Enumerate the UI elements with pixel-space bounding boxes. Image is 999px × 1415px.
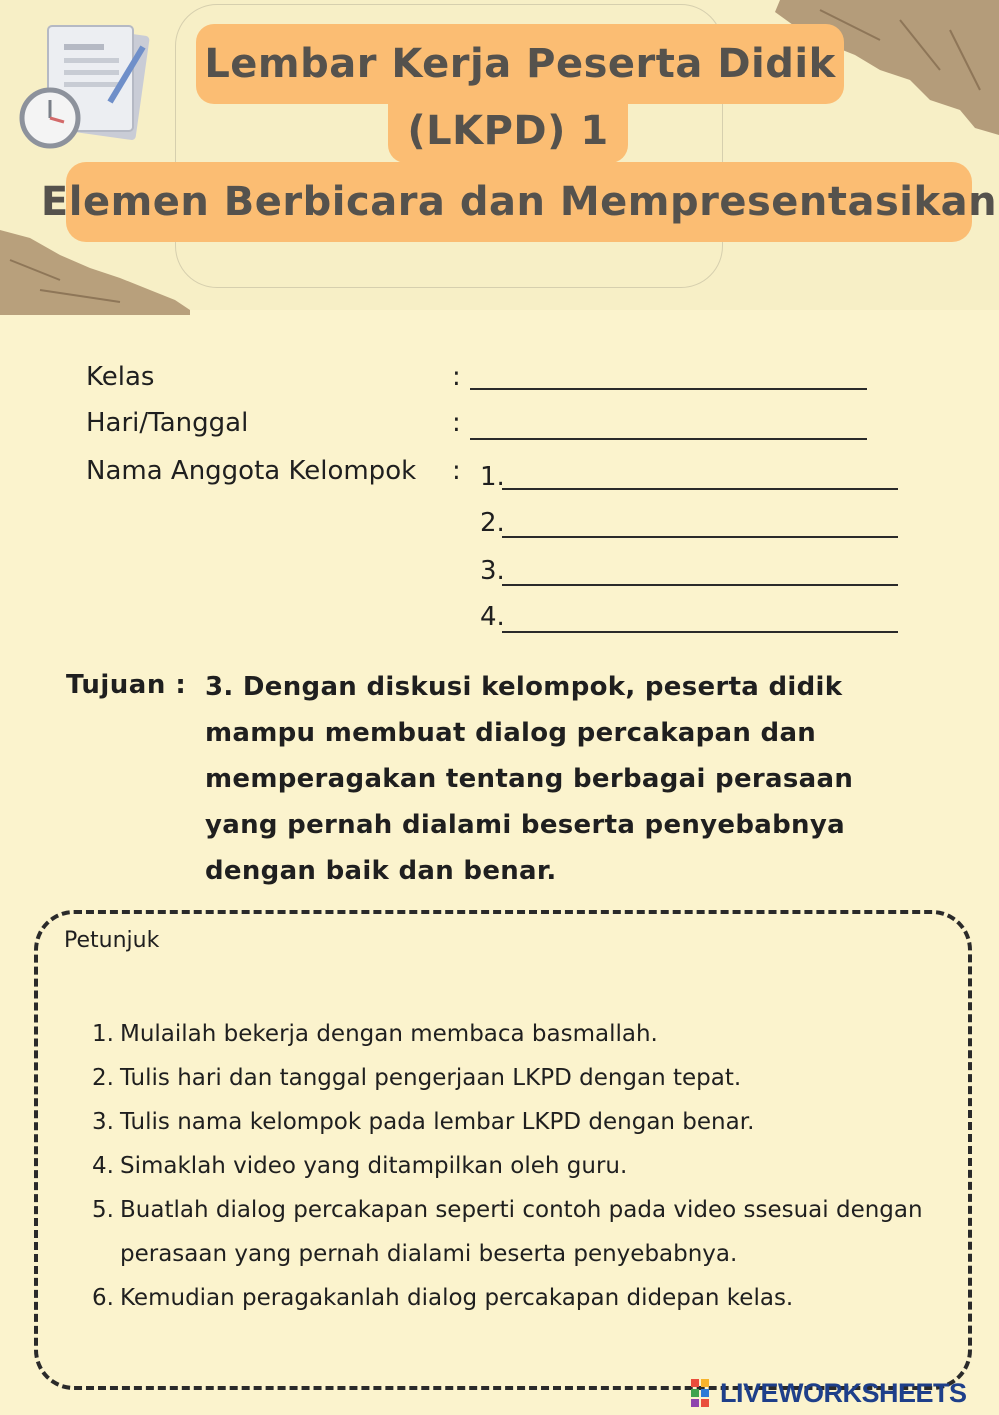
member-number: 1. bbox=[480, 462, 505, 492]
instruction-text: Buatlah dialog percakapan seperti contoh pada video ssesuai dengan perasaan yang pernah dialami beserta penyebabnya. bbox=[120, 1197, 923, 1267]
petunjuk-title: Petunjuk bbox=[64, 928, 160, 953]
hari-tanggal-label: Hari/Tanggal bbox=[86, 408, 249, 438]
instruction-item bbox=[92, 1276, 932, 1320]
instruction-text: Tulis hari dan tanggal pengerjaan LKPD dengan tepat. bbox=[120, 1065, 742, 1091]
instruction-number: 4. bbox=[92, 1153, 114, 1179]
colon: : bbox=[452, 456, 461, 486]
colon: : bbox=[452, 408, 461, 438]
instruction-text: Tulis nama kelompok pada lembar LKPD dengan benar. bbox=[120, 1109, 755, 1135]
title-line-1: Lembar Kerja Peserta Didik bbox=[196, 24, 844, 104]
title-line-3: Elemen Berbicara dan Mempresentasikan bbox=[66, 162, 972, 242]
kelas-label: Kelas bbox=[86, 362, 155, 392]
instruction-item bbox=[92, 1012, 932, 1056]
watermark-text: LIVEWORKSHEETS bbox=[720, 1377, 967, 1408]
instruction-item bbox=[92, 1144, 932, 1188]
instruction-number: 3. bbox=[92, 1109, 114, 1135]
instruction-number: 5. bbox=[92, 1197, 114, 1223]
tujuan-label: Tujuan : bbox=[66, 670, 187, 700]
member-input-line[interactable] bbox=[502, 536, 898, 538]
instruction-number: 1. bbox=[92, 1021, 114, 1047]
kelas-input-line[interactable] bbox=[470, 388, 867, 390]
member-number: 4. bbox=[480, 602, 505, 632]
instruction-text: Simaklah video yang ditampilkan oleh guru. bbox=[120, 1153, 628, 1179]
nama-anggota-label: Nama Anggota Kelompok bbox=[86, 456, 417, 486]
instruction-text: Kemudian peragakanlah dialog percakapan didepan kelas. bbox=[120, 1285, 794, 1311]
instruction-text: Mulailah bekerja dengan membaca basmallah. bbox=[120, 1021, 658, 1047]
liveworksheets-logo-icon bbox=[690, 1378, 720, 1408]
member-input-line[interactable] bbox=[502, 631, 898, 633]
title-line-2: (LKPD) 1 bbox=[388, 99, 628, 163]
member-input-line[interactable] bbox=[502, 488, 898, 490]
hari-tanggal-input-line[interactable] bbox=[470, 438, 867, 440]
tujuan-text: 3. Dengan diskusi kelompok, peserta didik mampu membuat dialog percakapan dan memperagakan tentang berbagai perasaan yang pernah dialami beserta penyebabnya dengan baik dan benar. bbox=[205, 672, 854, 886]
instruction-list bbox=[92, 1012, 932, 1320]
instruction-item bbox=[92, 1188, 932, 1276]
document-clock-icon bbox=[18, 22, 158, 157]
member-number: 2. bbox=[480, 508, 505, 538]
colon: : bbox=[452, 362, 461, 392]
instruction-number: 6. bbox=[92, 1285, 114, 1311]
liveworksheets-watermark[interactable] bbox=[690, 1376, 967, 1410]
instruction-item bbox=[92, 1056, 932, 1100]
instruction-item bbox=[92, 1100, 932, 1144]
member-number: 3. bbox=[480, 556, 505, 586]
instruction-number: 2. bbox=[92, 1065, 114, 1091]
member-input-line[interactable] bbox=[502, 584, 898, 586]
